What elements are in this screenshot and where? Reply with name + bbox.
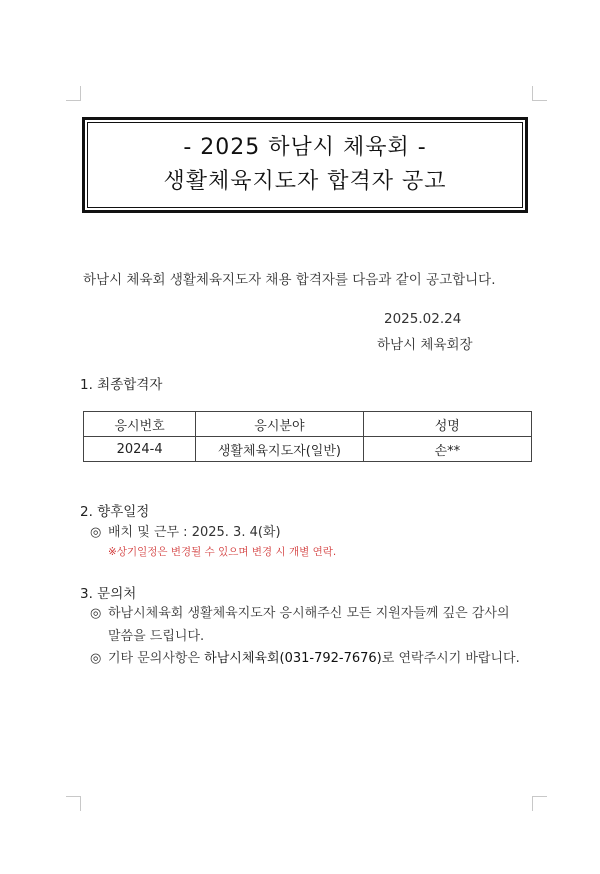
crop-mark-bottom-left (66, 796, 81, 811)
schedule-note: ※상기일정은 변경될 수 있으며 변경 시 개별 연락. (108, 546, 337, 558)
contact-prefix: 기타 문의사항은 (108, 651, 205, 666)
contact-item-1 (90, 602, 510, 621)
announcement-date: 2025.02.24 (384, 311, 462, 327)
crop-mark-top-right (532, 86, 547, 101)
header-exam-number: 응시번호 (84, 412, 196, 437)
title-inner-frame (87, 122, 523, 208)
contact-info: 하남시체육회(031-792-7676) (204, 651, 382, 666)
title-box (82, 117, 528, 213)
thanks-text-line-1: 하남시체육회 생활체육지도자 응시해주신 모든 지원자들께 깊은 감사의 (108, 606, 510, 621)
result-table (83, 411, 532, 462)
contact-suffix: 로 연락주시기 바랍니다. (381, 651, 520, 666)
cell-exam-number: 2024-4 (84, 437, 196, 462)
table-row (84, 437, 532, 462)
bullet-mark: ◎ (90, 606, 102, 621)
crop-mark-bottom-right (532, 796, 547, 811)
section-2-title: 2. 향후일정 (80, 504, 150, 520)
crop-mark-top-left (66, 86, 81, 101)
section-1-title: 1. 최종합격자 (80, 377, 163, 393)
table-header-row (84, 412, 532, 437)
contact-item-2 (90, 647, 520, 666)
section-3-title: 3. 문의처 (80, 586, 137, 602)
header-field: 응시분야 (196, 412, 363, 437)
bullet-mark: ◎ (90, 651, 102, 666)
bullet-mark: ◎ (90, 525, 102, 540)
cell-field: 생활체육지도자(일반) (196, 437, 363, 462)
intro-text: 하남시 체육회 생활체육지도자 채용 합격자를 다음과 같이 공고합니다. (83, 272, 496, 288)
cell-name: 손** (363, 437, 531, 462)
thanks-text-line-2: 말씀을 드립니다. (108, 629, 205, 644)
title-line-1: - 2025 하남시 체육회 - (183, 135, 427, 160)
title-line-2: 생활체육지도자 합격자 공고 (163, 169, 447, 194)
schedule-item (90, 521, 281, 540)
schedule-text: 배치 및 근무 : 2025. 3. 4(화) (108, 525, 281, 540)
header-name: 성명 (363, 412, 531, 437)
issuer-name: 하남시 체육회장 (377, 337, 473, 353)
